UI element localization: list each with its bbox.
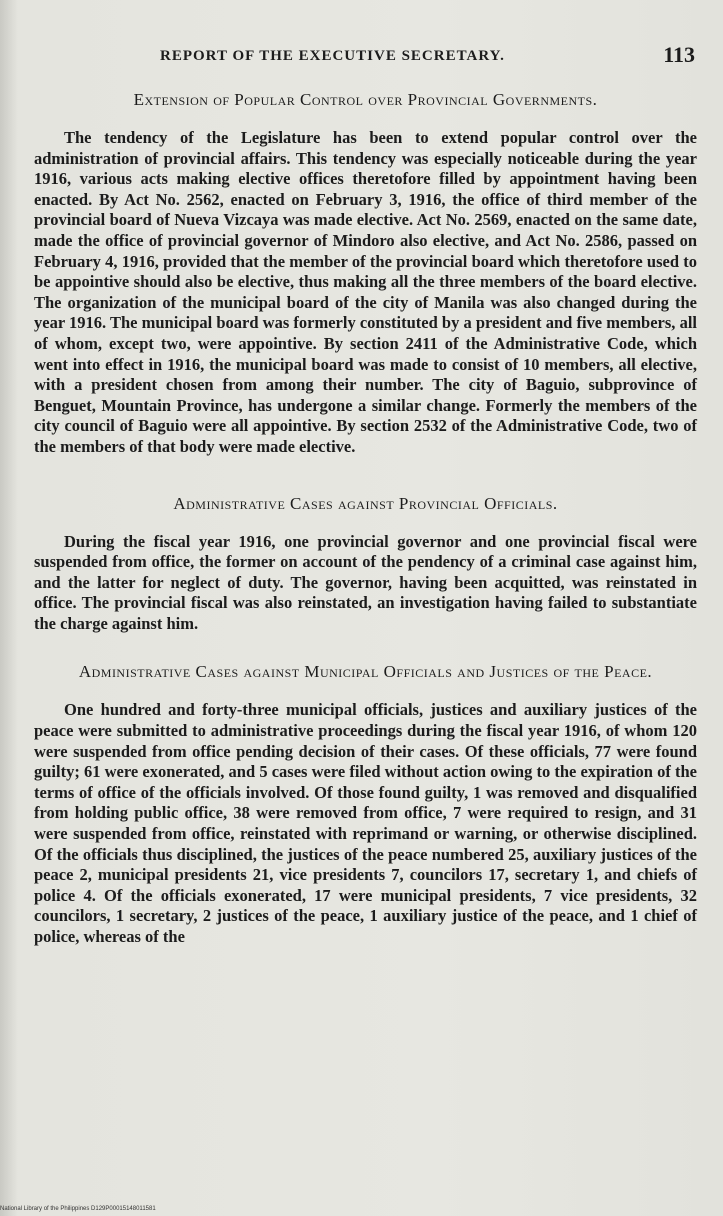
section-paragraph: During the fiscal year 1916, one provincial governor and one provincial fiscal were suspended from office, the former on account of the pendency of a criminal case against him, and the latter for neglect of duty. The governor, having been acquitted, was reinstated in office. The provincial fiscal was also reinstated, an investigation having failed to substantiate the charge against him. (34, 531, 697, 633)
running-head: REPORT OF THE EXECUTIVE SECRETARY. (160, 48, 505, 64)
section-paragraph: The tendency of the Legislature has been to extend popular control over the administration of provincial affairs. This tendency was especially noticeable during the year 1916, various acts making elective offices theretofore filled by appointment having been enacted. By Act No. 2562, enacted on February 3, 1916, the office of third member of the provincial board of Nueva Vizcaya was made elective. Act No. 2569, enacted on the same date, made the office of provincial governor of Mindoro also elective, and Act No. 2586, passed on February 4, 1916, provided that the member of the provincial board which theretofore used to be appointive should also be elective, thus making all the three members of the board elective. The organization of the municipal board of the city of Manila was also changed during the year 1916. The municipal board was formerly constituted by a president and five members, all of whom, except two, were appointive. By section 2411 of the Administrative Code, which went into effect in 1916, the municipal board was made to consist of 10 members, all elective, with a president chosen from among their number. The city of Baguio, subprovince of Benguet, Mountain Province, has undergone a similar change. Formerly the members of the city council of Baguio were all appointive. By section 2532 of the Administrative Code, two of the members of that body were made elective. (34, 128, 697, 456)
page-number: 113 (663, 42, 695, 67)
section-paragraph: One hundred and forty-three municipal officials, justices and auxiliary justices of the peace were submitted to administrative proceedings during the fiscal year 1916, of whom 120 were suspended from office pending decision of their cases. Of these officials, 77 were found guilty; 61 were exonerated, and 5 cases were filed without action owing to the expiration of the terms of office of the officials involved. Of those found guilty, 1 was removed and disqualified from holding public office, 38 were removed from office, 7 were required to resign, and 31 were suspended from office, reinstated with reprimand or warning, or otherwise disciplined. Of the officials thus disciplined, the justices of the peace numbered 25, auxiliary justices of the peace 2, municipal presidents 21, vice presidents 7, councilors 17, secretary 1, and chiefs of police 4. Of the officials exonerated, 17 were municipal presidents, 7 vice presidents, 32 councilors, 1 secretary, 2 justices of the peace, 1 auxiliary justice of the peace, and 1 chief of police, whereas of the (34, 700, 697, 946)
archive-footer: National Library of the Philippines D129P00015148011581 (0, 1206, 156, 1212)
section-heading: Extension of Popular Control over Provincial Governments. (133, 90, 598, 109)
section-heading: Administrative Cases against Municipal Officials and Justices of the Peace. (78, 662, 653, 682)
page-header (160, 42, 695, 72)
page-body (34, 90, 697, 948)
section-heading: Administrative Cases against Provincial Officials. (173, 493, 558, 513)
